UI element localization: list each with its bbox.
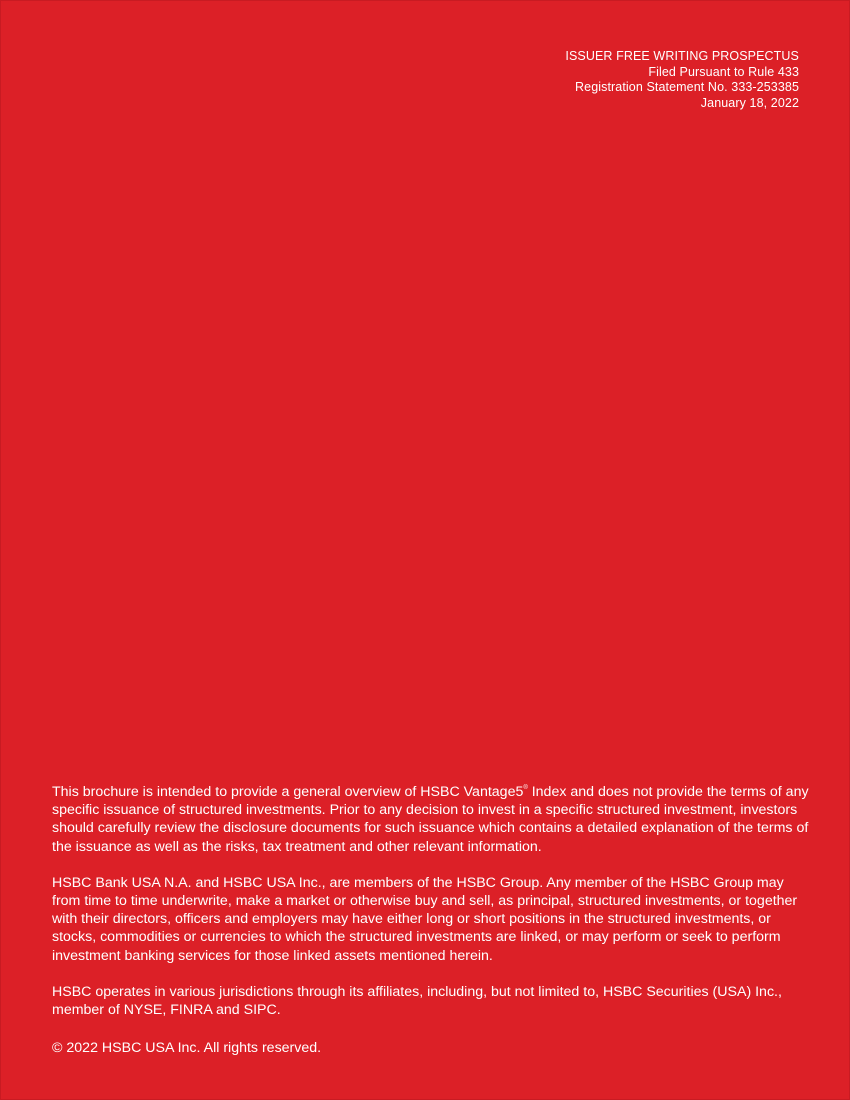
registered-mark: ®: [523, 785, 528, 791]
disclaimer-section: [52, 783, 812, 1075]
filing-rule: Filed Pursuant to Rule 433: [648, 64, 799, 79]
filing-type: ISSUER FREE WRITING PROSPECTUS: [565, 49, 799, 63]
registration-number: Registration Statement No. 333-253385: [575, 80, 799, 94]
filing-date: January 18, 2022: [700, 95, 799, 110]
filing-header: [565, 49, 799, 111]
disclaimer-paragraph-overview: [52, 783, 812, 856]
disclaimer-paragraph-jurisdictions: HSBC operates in various jurisdictions through its affiliates, including, but not limited to, HSBC Securities (USA) Inc., member of NYSE, FINRA and SIPC.: [52, 983, 782, 1019]
overview-text-start: This brochure is intended to provide a general overview of HSBC Vantage5: [52, 784, 524, 800]
disclaimer-paragraph-group: HSBC Bank USA N.A. and HSBC USA Inc., are members of the HSBC Group. Any member of the HSBC Group may from time to time underwrite, make a market or otherwise buy and sell, as principal, structured investments, or together with their directors, officers and employers may have either long or short positions in the structured investments, or stocks, commodities or currencies to which the structured investments are linked, or may perform or seek to perform investment banking services for those linked assets mentioned herein.: [52, 874, 798, 964]
copyright-notice: © 2022 HSBC USA Inc. All rights reserved.: [52, 1040, 322, 1057]
overview-text-end: Index and does not provide the terms of any specific issuance of structured investments. Prior to any decision to invest in a specific structured investment, investors should carefully review the disclosure documents for such issuance which contains a detailed explanation of the terms of the issuance as well as the risks, tax treatment and other relevant information.: [52, 784, 809, 855]
